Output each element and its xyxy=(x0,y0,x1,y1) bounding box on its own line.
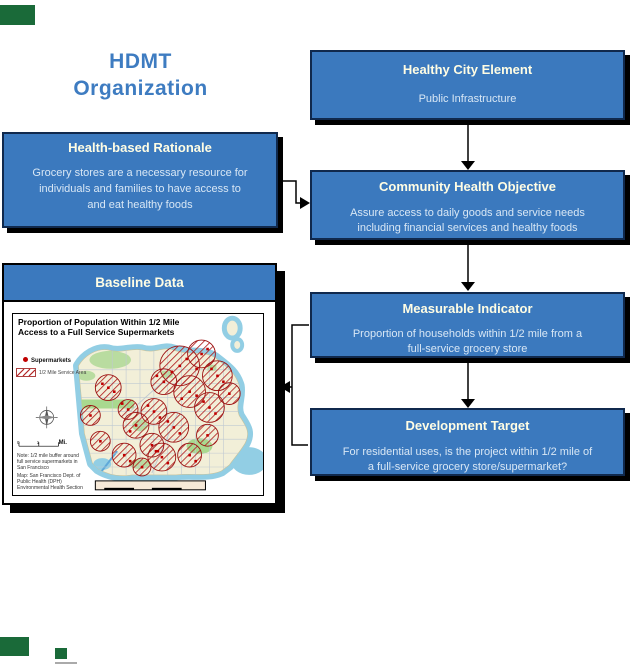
page-title-line2: Organization xyxy=(73,77,208,100)
page-title xyxy=(38,48,243,102)
attribution-line: Map: San Francisco Dept. of xyxy=(17,473,81,479)
box-body xyxy=(312,445,623,475)
box-title: Health-based Rationale xyxy=(68,140,212,155)
box-body-line: a full-service grocery store/supermarket? xyxy=(367,461,568,473)
map-title-line2: Access to a Full Service Supermarkets xyxy=(18,327,175,337)
scan-artifact-top-left xyxy=(0,5,35,25)
arrow-hce-to-cho xyxy=(461,124,475,170)
box-body-line: Public Infrastructure xyxy=(418,93,517,105)
box-body-line: Assure access to daily goods and service needs xyxy=(350,207,585,219)
scale-unit: Mi. xyxy=(58,440,67,446)
box-title: Community Health Objective xyxy=(379,179,556,194)
attribution-line: Environmental Health Section xyxy=(17,485,83,491)
attribution-line: San Francisco xyxy=(17,465,49,471)
arrow-mi-to-dt xyxy=(461,362,475,408)
box-healthy-city-element xyxy=(310,50,625,120)
page-title-line1: HDMT xyxy=(109,50,172,73)
box-body-line: including financial services and healthy foods xyxy=(357,222,578,234)
scan-artifact-bottom-left xyxy=(0,637,29,656)
map-attribution-2 xyxy=(17,473,83,491)
arrow-bracket-to-baseline xyxy=(280,325,309,445)
buffer-swatch-icon xyxy=(16,368,36,377)
box-body-line: Grocery stores are a necessary resource for xyxy=(32,167,248,179)
scan-artifact-bottom-small xyxy=(55,648,67,659)
box-body-line: individuals and families to have access to xyxy=(39,183,241,195)
box-development-target xyxy=(310,408,625,476)
legend-supermarkets xyxy=(23,357,71,364)
attribution-line: full service supermarkets in xyxy=(17,459,78,465)
box-body-line: full-service grocery store xyxy=(407,343,528,355)
legend-buffer-label: 1/2 Mile Service Area xyxy=(39,369,87,376)
box-body-line: Proportion of households within 1/2 mile from a xyxy=(352,328,583,340)
map-title-line1: Proportion of Population Within 1/2 Mile xyxy=(18,317,180,327)
box-body xyxy=(4,165,276,213)
scale-one: 1 xyxy=(36,440,40,445)
scale-labels xyxy=(17,440,67,446)
baseline-data-header: Baseline Data xyxy=(4,265,275,302)
box-measurable-indicator xyxy=(310,292,625,358)
compass-icon xyxy=(36,406,58,428)
scale-zero: 0 xyxy=(17,440,20,445)
box-body xyxy=(312,206,623,236)
box-body-line: and eat healthy foods xyxy=(87,199,193,211)
scan-artifact-line xyxy=(55,662,77,664)
legend-supermarkets-label: Supermarkets xyxy=(31,358,72,364)
map-title xyxy=(18,317,179,337)
attribution-line: Note: 1/2 mile buffer around xyxy=(17,453,79,459)
box-body xyxy=(312,327,623,357)
box-title: Development Target xyxy=(405,418,530,433)
box-health-based-rationale xyxy=(2,132,278,228)
box-body-line: For residential uses, is the project within 1/2 mile of xyxy=(342,446,593,458)
box-title: Measurable Indicator xyxy=(402,301,533,316)
arrow-rationale-to-cho xyxy=(280,181,310,209)
panel-baseline-data xyxy=(2,263,277,505)
supermarket-access-map xyxy=(12,313,264,496)
supermarket-dot-icon xyxy=(23,357,28,362)
map-attribution-1 xyxy=(17,453,79,471)
legend-buffer xyxy=(16,368,86,377)
box-community-health-objective xyxy=(310,170,625,240)
box-title: Healthy City Element xyxy=(402,62,533,77)
map-inset-rect xyxy=(95,481,205,490)
arrow-cho-to-mi xyxy=(461,244,475,291)
attribution-line: Public Health (DPH) xyxy=(17,479,62,485)
